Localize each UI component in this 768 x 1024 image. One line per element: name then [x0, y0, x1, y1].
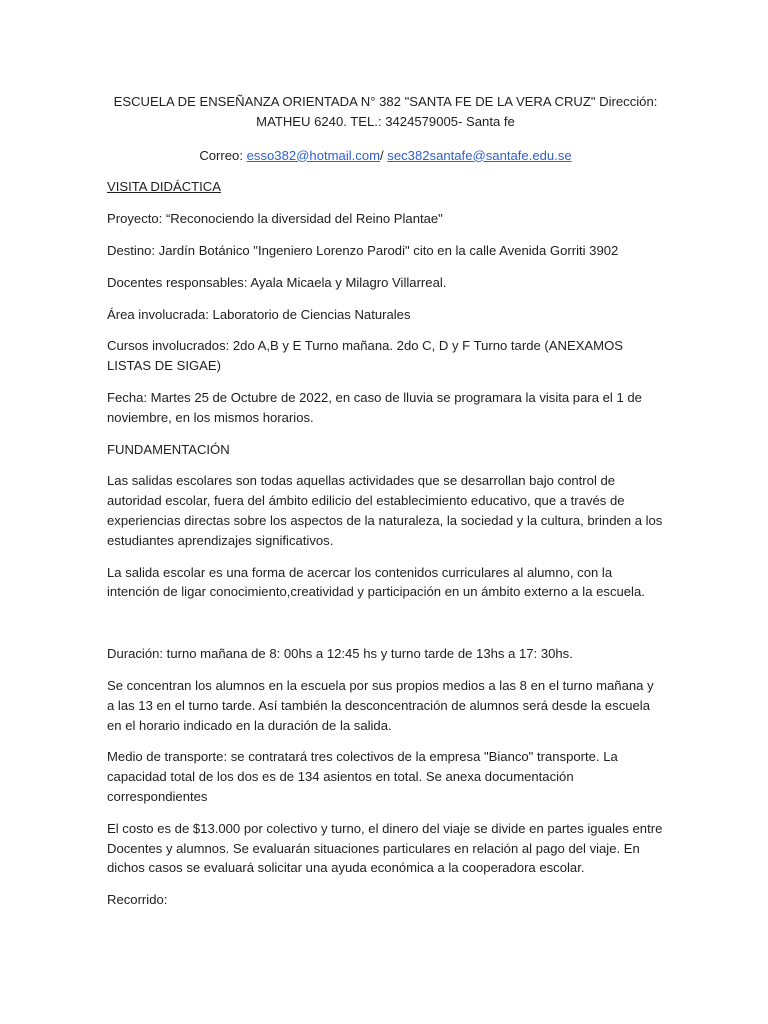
field-proyecto: Proyecto: “Reconociendo la diversidad del Reino Plantae": [107, 211, 443, 227]
field-cursos: Cursos involucrados: 2do A,B y E Turno mañana. 2do C, D y F Turno tarde (ANEXAMOS LISTAS DE SIGAE): [107, 338, 623, 374]
field-fecha: Fecha: Martes 25 de Octubre de 2022, en caso de lluvia se programara la visita para el 1 de noviembre, en los mismos horarios.: [107, 389, 642, 425]
email-label: Correo:: [199, 147, 247, 163]
email-link-santafe[interactable]: sec382santafe@santafe.edu.se: [387, 147, 572, 163]
paragraph-duracion: Duración: turno mañana de 8: 00hs a 12:45 hs y turno tarde de 13hs a 17: 30hs.: [107, 646, 573, 662]
school-header: ESCUELA DE ENSEÑANZA ORIENTADA N° 382 "SANTA FE DE LA VERA CRUZ" Dirección: MATHEU 6240. TEL.: 3424579005- Santa fe: [113, 94, 658, 129]
email-line: [107, 146, 664, 166]
paragraph-fundamentacion-2: La salida escolar es una forma de acercar los contenidos curriculares al alumno, con la intención de ligar conocimiento,creatividad y participación en un ámbito externo a la escuela.: [107, 564, 645, 600]
email-separator: /: [380, 147, 388, 163]
field-docentes: Docentes responsables: Ayala Micaela y Milagro Villarreal.: [107, 274, 447, 290]
paragraph-fundamentacion-1: Las salidas escolares son todas aquellas actividades que se desarrollan bajo control de autoridad escolar, fuera del ámbito edilicio del establecimiento educativo, que a través de experiencias directas sobre los aspectos de la naturaleza, la sociedad y la cultura, brinden a los estudiantes aprendizajes significativos.: [107, 473, 663, 548]
email-link-hotmail[interactable]: esso382@hotmail.com: [246, 147, 381, 163]
paragraph-costo: El costo es de $13.000 por colectivo y turno, el dinero del viaje se divide en partes iguales entre Docentes y alumnos. Se evaluarán situaciones particulares en relación al pago del viaje. En dichos casos se evaluará solicitar una ayuda económica a la cooperadora escolar.: [107, 820, 663, 876]
field-destino: Destino: Jardín Botánico "Ingeniero Lorenzo Parodi" cito en la calle Avenida Gorriti 3902: [107, 242, 619, 258]
section-heading-fundamentacion: FUNDAMENTACIÓN: [107, 441, 230, 457]
paragraph-concentracion: Se concentran los alumnos en la escuela por sus propios medios a las 8 en el turno mañana y a las 13 en el turno tarde. Así también la desconcentración de alumnos será desde la escuela en el horario indicado en la duración de la salida.: [107, 677, 654, 733]
field-area: Área involucrada: Laboratorio de Ciencias Naturales: [107, 306, 411, 322]
paragraph-transporte: Medio de transporte: se contratará tres colectivos de la empresa "Bianco" transporte. La capacidad total de los dos es de 134 asientos en total. Se anexa documentación correspondientes: [107, 749, 618, 804]
document-title: VISITA DIDÁCTICA: [107, 179, 221, 195]
paragraph-recorrido: Recorrido:: [107, 892, 168, 908]
